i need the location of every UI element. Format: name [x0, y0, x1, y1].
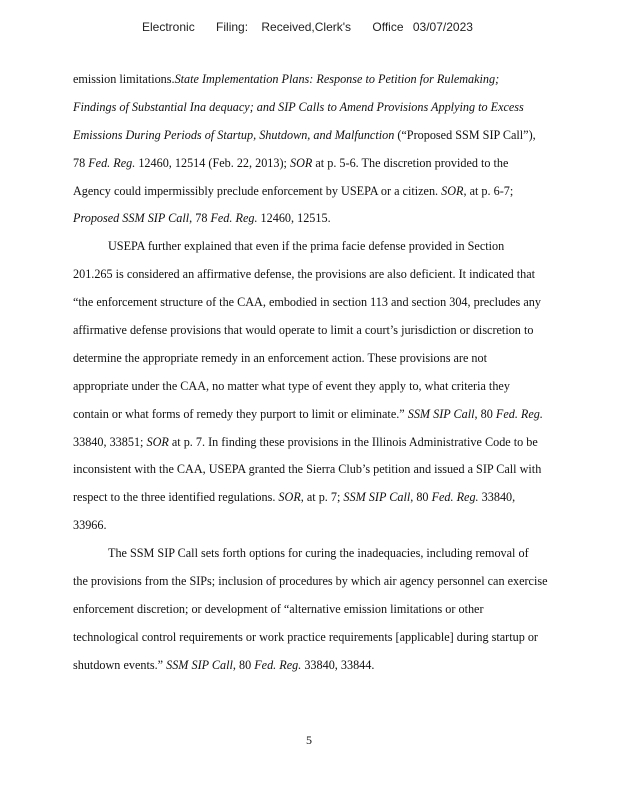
- page-number: 5: [306, 733, 312, 747]
- text-line: [73, 401, 593, 429]
- text-line: [73, 205, 593, 233]
- text-run: at p. 7. In finding these provisions in the Illinois Administrative Code to be: [168, 434, 538, 449]
- italic-text: Proposed SSM SIP Call: [73, 211, 190, 226]
- text-line: [73, 484, 593, 512]
- text-run: affirmative defense provisions that would operate to limit a court’s jurisdiction or discretion to: [73, 323, 534, 338]
- text-run: The SSM SIP Call sets forth options for curing the inadequacies, including removal of: [108, 546, 529, 561]
- text-line: [73, 233, 593, 261]
- italic-text: Emissions During Periods of Startup, Shutdown, and Malfunction: [73, 127, 395, 142]
- text-run: 33966.: [73, 518, 107, 533]
- text-line: [73, 345, 593, 373]
- header-filing: Filing:: [216, 20, 249, 34]
- text-line: [73, 178, 593, 206]
- text-run: , at p. 7;: [300, 490, 344, 505]
- text-run: respect to the three identified regulations.: [73, 490, 279, 505]
- text-line: [73, 456, 593, 484]
- italic-text: State Implementation Plans: Response to Petition for Rulemaking;: [174, 72, 500, 86]
- italic-text: SSM SIP Call: [343, 490, 411, 505]
- text-line: [73, 540, 593, 568]
- header-received: Received,Clerk's: [261, 20, 352, 34]
- italic-text: SOR: [290, 155, 313, 170]
- text-line: [73, 317, 593, 345]
- text-run: at p. 5-6. The discretion provided to the: [312, 155, 509, 170]
- text-run: 12460, 12514 (Feb. 22, 2013);: [135, 155, 290, 170]
- text-run: shutdown events.”: [73, 657, 167, 672]
- text-run: USEPA further explained that even if the prima facie defense provided in Section: [108, 239, 505, 254]
- text-line: [73, 122, 593, 150]
- text-line: [73, 568, 593, 596]
- text-run: , 78: [189, 211, 211, 226]
- italic-text: SSM SIP Call: [166, 657, 233, 672]
- text-run: contain or what forms of remedy they purport to limit or eliminate.”: [73, 406, 408, 421]
- text-run: Agency could impermissibly preclude enforcement by USEPA or a citizen.: [73, 183, 442, 198]
- italic-text: Fed. Reg.: [210, 211, 258, 226]
- text-run: 201.265 is considered an affirmative defense, the provisions are also deficient. It indicated that: [73, 267, 536, 282]
- text-run: inconsistent with the CAA, USEPA granted the Sierra Club’s petition and issued a SIP Call with: [73, 462, 542, 477]
- text-run: emission limitations.: [73, 72, 175, 86]
- text-run: , at p. 6-7;: [463, 183, 514, 198]
- text-line: [73, 261, 593, 289]
- italic-text: SSM SIP Call: [407, 406, 475, 421]
- italic-text: Fed. Reg.: [495, 406, 543, 421]
- header-electronic: Electronic: [142, 20, 195, 34]
- text-line: [73, 150, 593, 178]
- text-line: [73, 66, 593, 94]
- text-run: appropriate under the CAA, no matter what type of event they apply to, what criteria they: [73, 378, 510, 393]
- text-run: technological control requirements or work practice requirements [applicable] during startup or: [73, 629, 538, 644]
- italic-text: SOR: [441, 183, 464, 198]
- text-line: [73, 624, 593, 652]
- text-run: 12460, 12515.: [257, 211, 331, 226]
- italic-text: Fed. Reg.: [88, 155, 136, 170]
- text-run: , 80: [232, 657, 255, 672]
- text-run: (“Proposed SSM SIP Call”),: [394, 127, 536, 142]
- text-run: , 80: [474, 406, 496, 421]
- document-body: [73, 66, 593, 680]
- text-line: [73, 596, 593, 624]
- text-run: “the enforcement structure of the CAA, embodied in section 113 and section 304, precludes any: [73, 295, 541, 310]
- filing-header: [142, 20, 473, 34]
- text-run: 78: [73, 155, 89, 170]
- text-run: 33840, 33844.: [301, 657, 375, 672]
- text-line: [73, 289, 593, 317]
- text-run: 33840, 33851;: [73, 434, 147, 449]
- text-line: [73, 429, 593, 457]
- header-office: Office: [372, 20, 404, 34]
- text-run: the provisions from the SIPs; inclusion of procedures by which air agency personnel can exercise: [73, 574, 548, 589]
- text-line: [73, 373, 593, 401]
- text-run: enforcement discretion; or development of “alternative emission limitations or other: [73, 601, 484, 616]
- italic-text: Fed. Reg.: [254, 657, 302, 672]
- italic-text: Fed. Reg.: [431, 490, 479, 505]
- italic-text: Findings of Substantial Ina dequacy; and SIP Calls to Amend Provisions Applying to Excess: [73, 99, 524, 114]
- text-run: determine the appropriate remedy in an enforcement action. These provisions are not: [73, 350, 487, 365]
- header-date: 03/07/2023: [412, 20, 473, 34]
- text-line: [73, 94, 593, 122]
- text-run: 33840,: [478, 490, 516, 505]
- text-line: [73, 512, 593, 540]
- text-line: [73, 652, 593, 680]
- text-run: , 80: [410, 490, 432, 505]
- italic-text: SOR: [278, 490, 301, 505]
- italic-text: SOR: [146, 434, 169, 449]
